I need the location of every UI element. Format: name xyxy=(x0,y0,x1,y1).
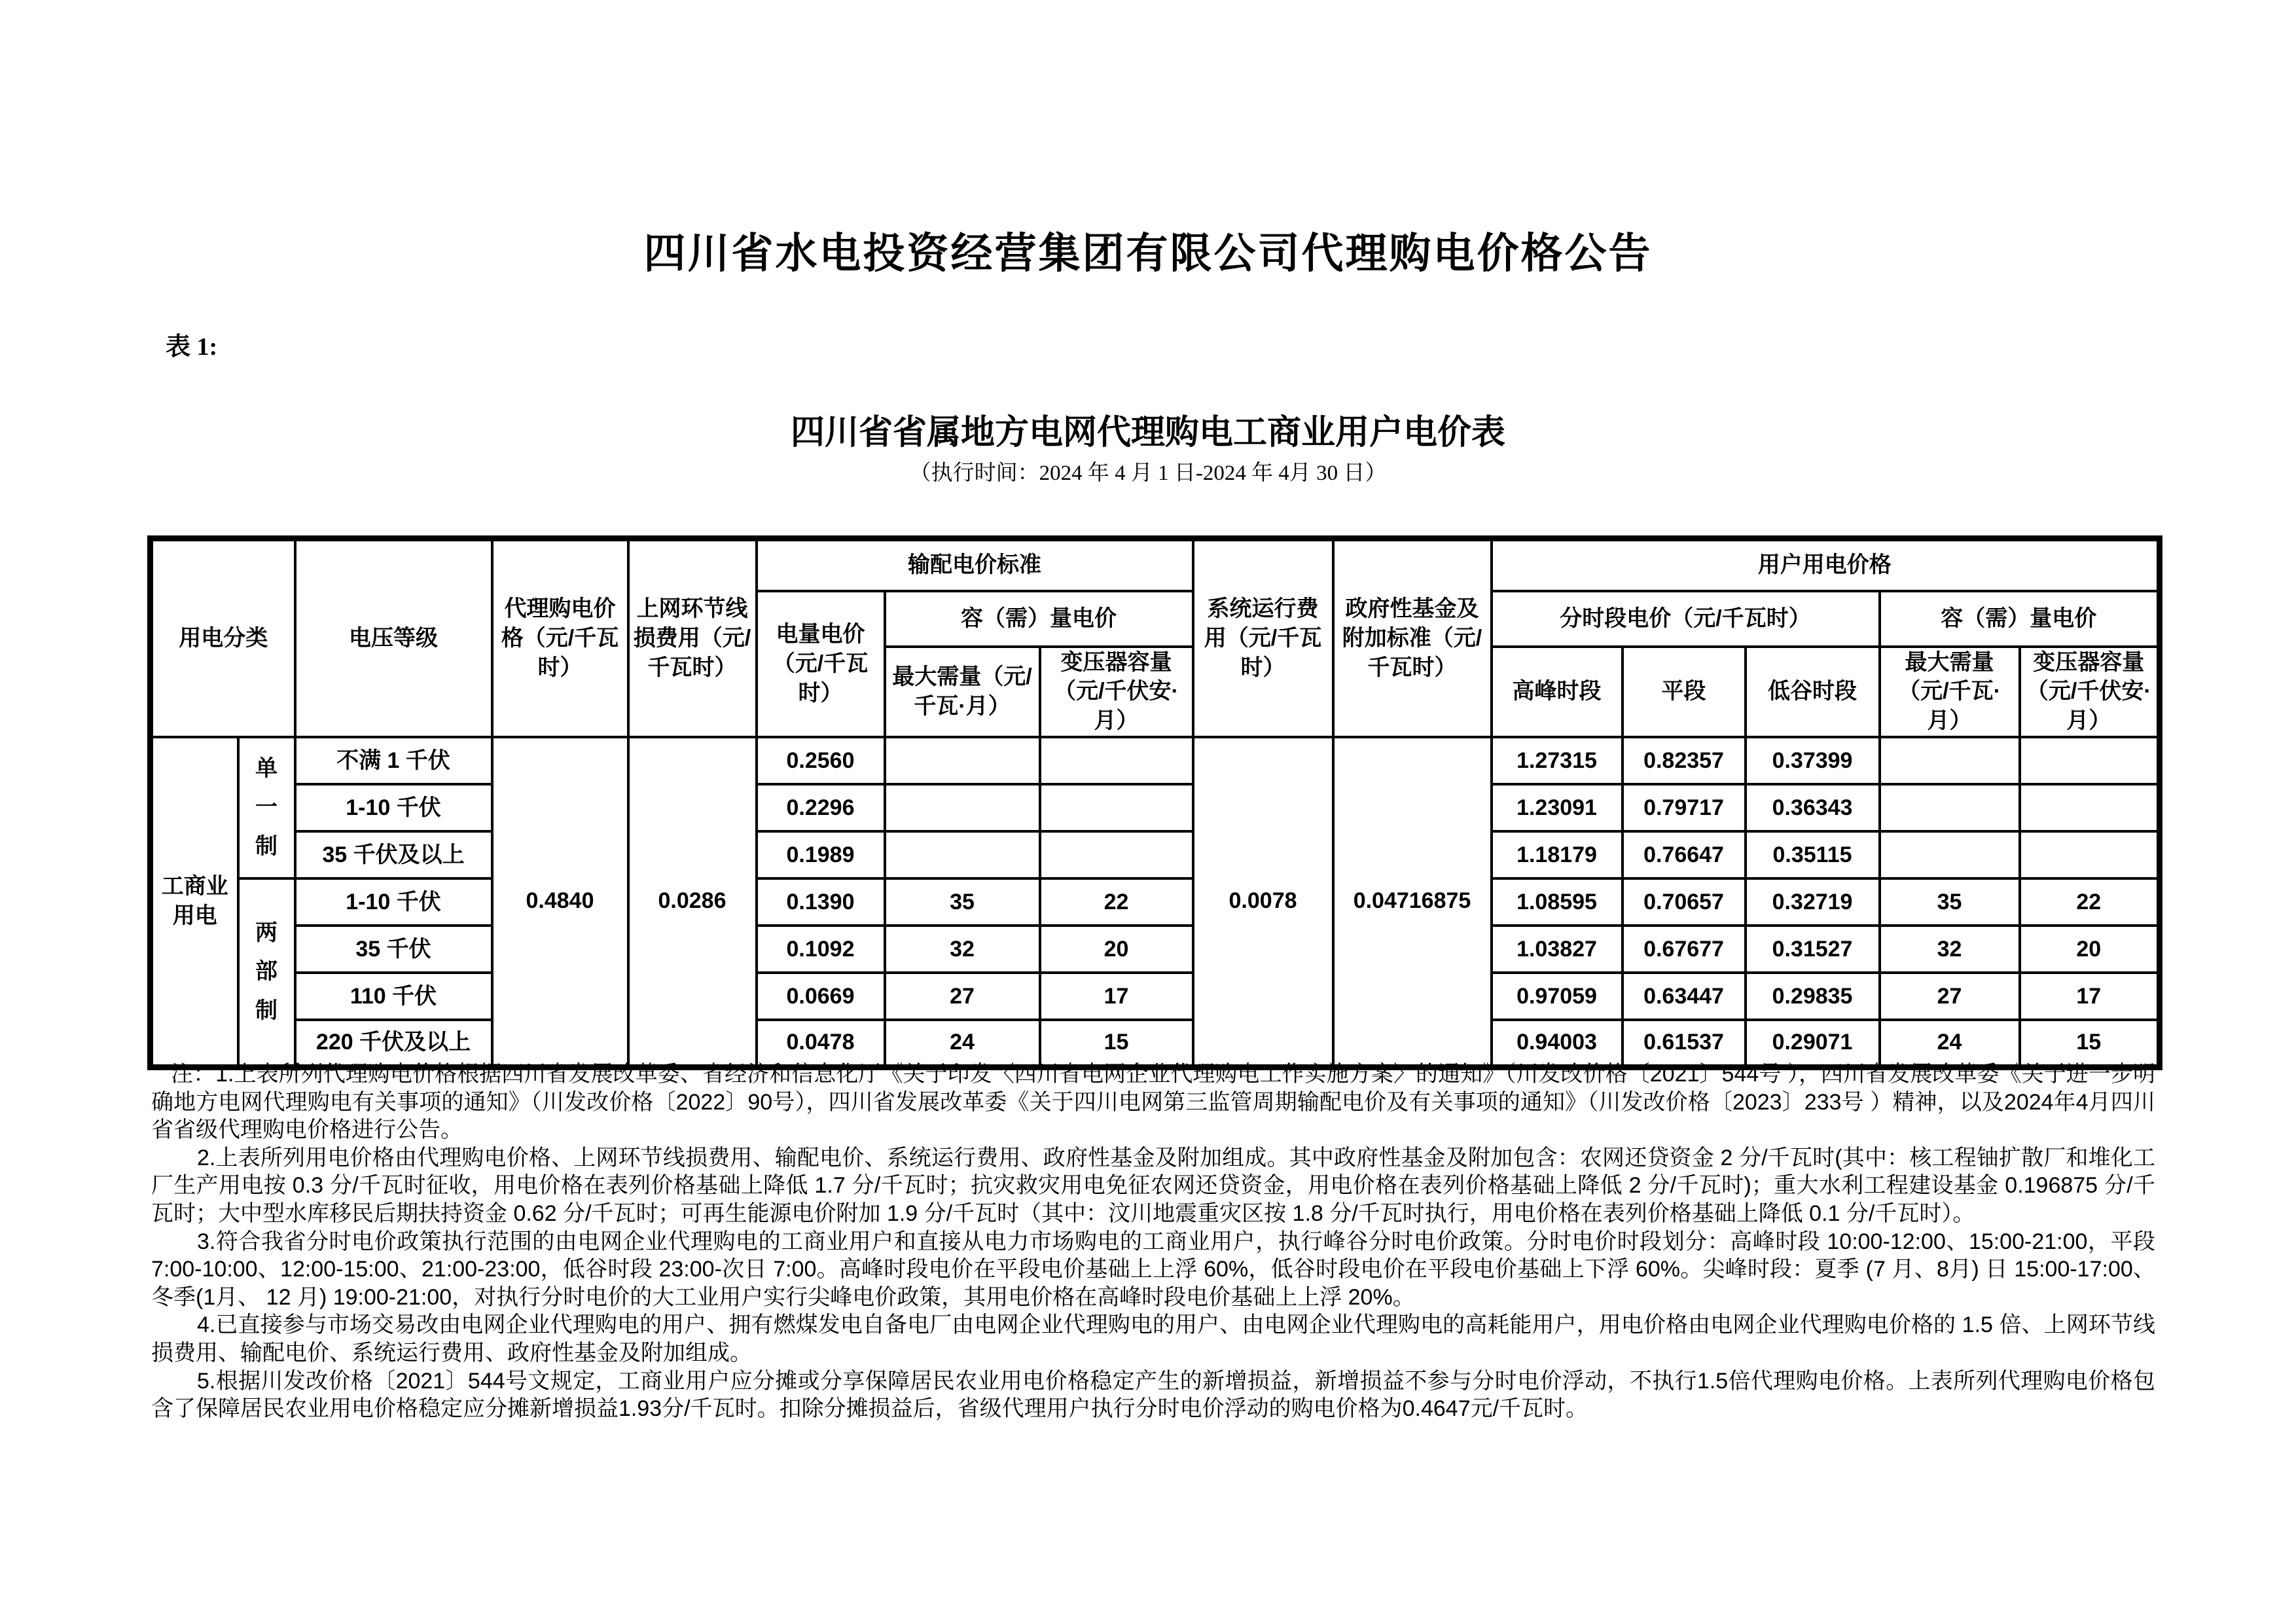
cell-valley-price: 0.35115 xyxy=(1746,831,1880,878)
cell-max-demand-user: 24 xyxy=(1880,1020,2020,1067)
cell-valley-price: 0.37399 xyxy=(1746,737,1880,784)
cell-flat-price: 0.67677 xyxy=(1623,926,1746,973)
header-max-demand-user: 最大需量（元/千瓦·月） xyxy=(1880,647,2020,738)
header-voltage-level: 电压等级 xyxy=(295,539,492,738)
note-4: 4.已直接参与市场交易改由电网企业代理购电的用户、拥有燃煤发电自备电厂由电网企业代理购电的用户、由电网企业代理购电的高耗能用户，用电价格由电网企业代理购电价格的 1.5 倍、上网环节线损费用、输配电价、系统运行费用、政府性基金及附加组成。 xyxy=(151,1312,2155,1365)
note-1: 注：1.上表所列代理购电价格根据四川省发展改革委、省经济和信息化厅《关于印发〈四川省电网企业代理购电工作实施方案〉的通知》（川发改价格〔2021〕544号 ），四川省发展改革委《关于进一步明确地方电网代理购电有关事项的通知》（川发改价格〔2022〕90号），四川省发展改革委《关于四川电网第三监管周期输配电价及有关事项的通知》（川发改价格〔2023〕233号 ）精神，以及2024年4月四川省省级代理购电价格进行公告。 xyxy=(151,1062,2155,1143)
cell-valley-price: 0.31527 xyxy=(1746,926,1880,973)
table-label: 表 1: xyxy=(166,333,218,361)
cell-transformer-capacity-user xyxy=(2020,831,2160,878)
cell-agency-price: 0.4840 xyxy=(492,737,628,1067)
cell-max-demand xyxy=(885,737,1040,784)
cell-max-demand: 27 xyxy=(885,973,1040,1020)
table-header xyxy=(151,539,2160,738)
header-peak: 高峰时段 xyxy=(1492,647,1623,738)
cell-voltage: 不满 1 千伏 xyxy=(295,737,492,784)
cell-max-demand-user: 27 xyxy=(1880,973,2020,1020)
cell-transformer-capacity-user xyxy=(2020,784,2160,831)
header-tou-price: 分时段电价（元/千瓦时） xyxy=(1492,591,1880,647)
cell-energy-price: 0.1989 xyxy=(757,831,885,878)
cell-peak-price: 1.08595 xyxy=(1492,878,1623,926)
cell-flat-price: 0.70657 xyxy=(1623,878,1746,926)
cell-system-fee: 0.0078 xyxy=(1193,737,1333,1067)
cell-valley-price: 0.29071 xyxy=(1746,1020,1880,1067)
cell-max-demand: 32 xyxy=(885,926,1040,973)
header-transformer-capacity: 变压器容量（元/千伏安·月） xyxy=(1040,647,1193,738)
header-line-loss: 上网环节线损费用（元/千瓦时） xyxy=(628,539,757,738)
cell-gov-fund: 0.04716875 xyxy=(1333,737,1492,1067)
header-valley: 低谷时段 xyxy=(1746,647,1880,738)
table-row xyxy=(151,878,2160,926)
cell-max-demand: 24 xyxy=(885,1020,1040,1067)
cell-max-demand xyxy=(885,784,1040,831)
header-max-demand: 最大需量（元/千瓦·月） xyxy=(885,647,1040,738)
cell-peak-price: 1.18179 xyxy=(1492,831,1623,878)
cell-transformer-capacity-user: 17 xyxy=(2020,973,2160,1020)
cell-voltage: 1-10 千伏 xyxy=(295,878,492,926)
cell-max-demand: 35 xyxy=(885,878,1040,926)
cell-flat-price: 0.61537 xyxy=(1623,1020,1746,1067)
cell-voltage: 35 千伏 xyxy=(295,926,492,973)
cell-max-demand-user: 32 xyxy=(1880,926,2020,973)
cell-transformer-capacity: 20 xyxy=(1040,926,1193,973)
cell-transformer-capacity-user xyxy=(2020,737,2160,784)
cell-transformer-capacity: 17 xyxy=(1040,973,1193,1020)
header-row-1 xyxy=(151,539,2160,591)
page-title: 四川省水电投资经营集团有限公司代理购电价格公告 xyxy=(643,230,1653,277)
cell-usage-class: 工商业用电 xyxy=(151,737,238,1067)
cell-voltage: 110 千伏 xyxy=(295,973,492,1020)
table-row xyxy=(151,926,2160,973)
table-row xyxy=(151,737,2160,784)
header-capacity-price: 容（需）量电价 xyxy=(885,591,1193,647)
cell-valley-price: 0.32719 xyxy=(1746,878,1880,926)
cell-max-demand-user xyxy=(1880,737,2020,784)
cell-transformer-capacity xyxy=(1040,784,1193,831)
cell-two-part-system xyxy=(238,878,295,1067)
cell-valley-price: 0.29835 xyxy=(1746,973,1880,1020)
cell-peak-price: 0.94003 xyxy=(1492,1020,1623,1067)
cell-single-system xyxy=(238,737,295,878)
cell-energy-price: 0.2296 xyxy=(757,784,885,831)
header-agency-price: 代理购电价格（元/千瓦时） xyxy=(492,539,628,738)
header-energy-price: 电量电价（元/千瓦时） xyxy=(757,591,885,738)
cell-line-loss: 0.0286 xyxy=(628,737,757,1067)
header-transformer-capacity-user: 变压器容量（元/千伏安·月） xyxy=(2020,647,2160,738)
cell-flat-price: 0.63447 xyxy=(1623,973,1746,1020)
header-capacity-price-user: 容（需）量电价 xyxy=(1880,591,2160,647)
cell-peak-price: 1.23091 xyxy=(1492,784,1623,831)
cell-energy-price: 0.0478 xyxy=(757,1020,885,1067)
cell-energy-price: 0.2560 xyxy=(757,737,885,784)
header-flat: 平段 xyxy=(1623,647,1746,738)
cell-max-demand-user: 35 xyxy=(1880,878,2020,926)
cell-flat-price: 0.82357 xyxy=(1623,737,1746,784)
cell-max-demand-user xyxy=(1880,784,2020,831)
header-user-price: 用户用电价格 xyxy=(1492,539,2160,591)
header-gov-fund: 政府性基金及附加标准（元/千瓦时） xyxy=(1333,539,1492,738)
cell-energy-price: 0.1092 xyxy=(757,926,885,973)
cell-transformer-capacity-user: 22 xyxy=(2020,878,2160,926)
table-row xyxy=(151,973,2160,1020)
cell-voltage: 1-10 千伏 xyxy=(295,784,492,831)
table-title: 四川省省属地方电网代理购电工商业用户电价表 xyxy=(790,414,1505,452)
header-transmission-standard: 输配电价标准 xyxy=(757,539,1193,591)
cell-transformer-capacity xyxy=(1040,737,1193,784)
table-row xyxy=(151,831,2160,878)
header-usage-class: 用电分类 xyxy=(151,539,295,738)
cell-max-demand xyxy=(885,831,1040,878)
note-5: 5.根据川发改价格〔2021〕544号文规定，工商业用户应分摊或分享保障居民农业用电价格稳定产生的新增损益，新增损益不参与分时电价浮动，不执行1.5倍代理购电价格。上表所列代理购电价格包含了保障居民农业用电价格稳定应分摊新增损益1.93分/千瓦时。扣除分摊损益后，省级代理用户执行分时电价浮动的购电价格为0.4647元/千瓦时。 xyxy=(151,1368,2155,1422)
cell-peak-price: 1.27315 xyxy=(1492,737,1623,784)
table-body xyxy=(151,737,2160,1067)
cell-peak-price: 1.03827 xyxy=(1492,926,1623,973)
footnotes xyxy=(151,1060,2155,1423)
cell-transformer-capacity-user: 20 xyxy=(2020,926,2160,973)
cell-voltage: 35 千伏及以上 xyxy=(295,831,492,878)
cell-transformer-capacity: 15 xyxy=(1040,1020,1193,1067)
cell-energy-price: 0.0669 xyxy=(757,973,885,1020)
cell-max-demand-user xyxy=(1880,831,2020,878)
cell-voltage: 220 千伏及以上 xyxy=(295,1020,492,1067)
cell-valley-price: 0.36343 xyxy=(1746,784,1880,831)
single-system-label: 单一制 xyxy=(255,755,278,859)
two-part-system-label: 两部制 xyxy=(255,920,278,1023)
electricity-price-table xyxy=(147,535,2162,1070)
cell-flat-price: 0.76647 xyxy=(1623,831,1746,878)
note-3: 3.符合我省分时电价政策执行范围的由电网企业代理购电的工商业用户和直接从电力市场购电的工商业用户，执行峰谷分时电价政策。分时电价时段划分：高峰时段 10:00-12:00、15:00-21:00，平段 7:00-10:00、12:00-15:00、21:00-23:00，低谷时段 23:00-次日 7:00。高峰时段电价在平段电价基础上上浮 60%，低谷时段电价在平段电价基础上下浮 60%。尖峰时段：夏季 (7 月、8月) 日 15:00-17:00、冬季(1月、 12 月) 19:00-21:00，对执行分时电价的大工业用户实行尖峰电价政策，其用电价格在高峰时段电价基础上上浮 20%。 xyxy=(151,1229,2155,1310)
table-subtitle: （执行时间：2024 年 4 月 1 日-2024 年 4月 30 日） xyxy=(909,461,1387,485)
cell-transformer-capacity: 22 xyxy=(1040,878,1193,926)
table-row xyxy=(151,784,2160,831)
cell-flat-price: 0.79717 xyxy=(1623,784,1746,831)
cell-transformer-capacity-user: 15 xyxy=(2020,1020,2160,1067)
cell-energy-price: 0.1390 xyxy=(757,878,885,926)
cell-peak-price: 0.97059 xyxy=(1492,973,1623,1020)
note-2: 2.上表所列用电价格由代理购电价格、上网环节线损费用、输配电价、系统运行费用、政府性基金及附加组成。其中政府性基金及附加包含：农网还贷资金 2 分/千瓦时(其中：核工程铀扩散厂和堆化工厂生产用电按 0.3 分/千瓦时征收，用电价格在表列价格基础上降低 1.7 分/千瓦时；抗灾救灾用电免征农网还贷资金，用电价格在表列价格基础上降低 2 分/千瓦时)；重大水利工程建设基金 0.196875 分/千瓦时；大中型水库移民后期扶持资金 0.62 分/千瓦时；可再生能源电价附加 1.9 分/千瓦时（其中：汶川地震重灾区按 1.8 分/千瓦时执行，用电价格在表列价格基础上降低 0.1 分/千瓦时）。 xyxy=(151,1145,2155,1226)
header-system-fee: 系统运行费用（元/千瓦时） xyxy=(1193,539,1333,738)
cell-transformer-capacity xyxy=(1040,831,1193,878)
